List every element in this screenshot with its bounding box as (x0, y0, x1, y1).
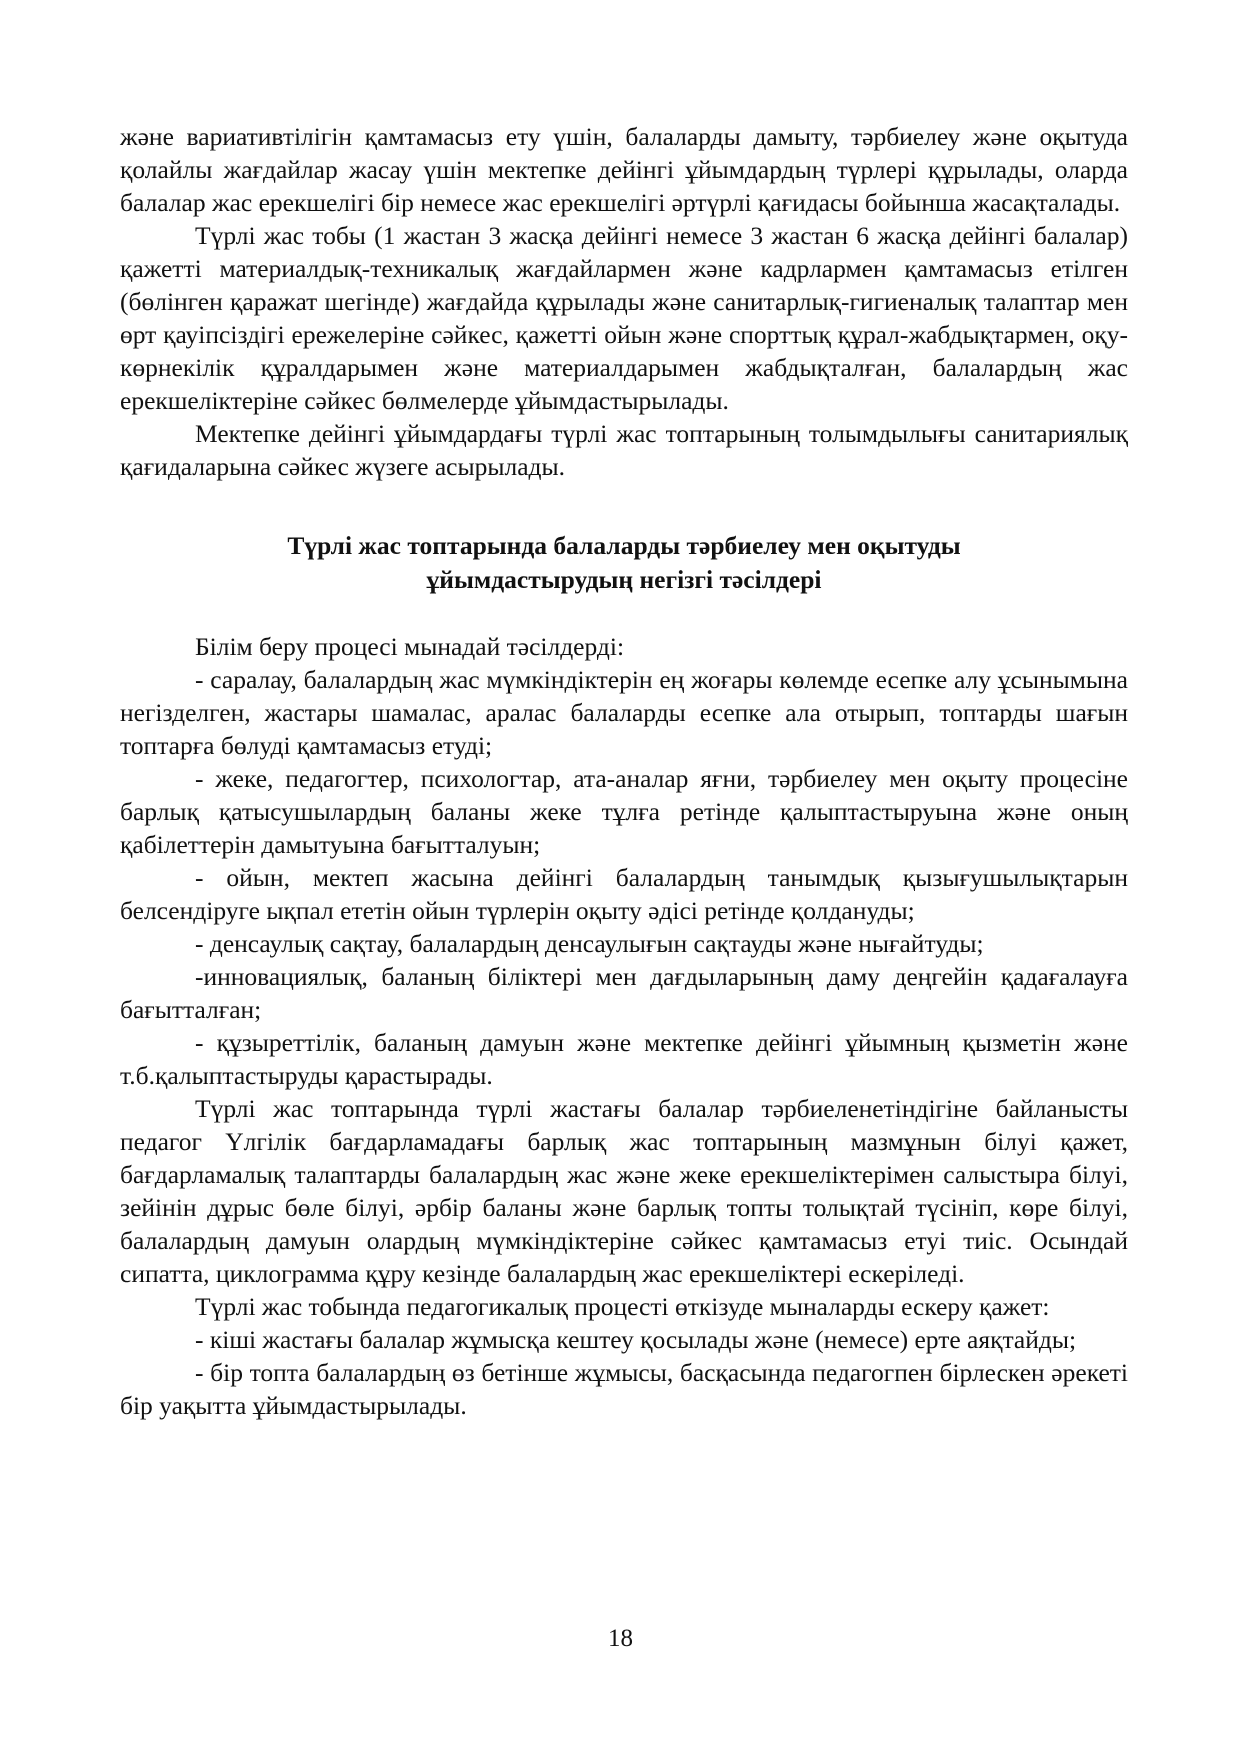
section-heading (120, 529, 1128, 597)
section-heading-line: Түрлі жас топтарында балаларды тәрбиелеу мен оқытуды (287, 531, 961, 560)
list-item: - бір топта балалардың өз бетінше жұмысы, басқасында педагогпен бірлескен әрекеті бір уақытта ұйымдастырылады. (120, 1358, 1128, 1420)
paragraph: және вариативтілігін қамтамасыз ету үшін, балаларды дамыту, тәрбиелеу және оқытуда қолайлы жағдайлар жасау үшін мектепке дейінгі ұйымдардың түрлері құрылады, оларда балалар жас ерекшелігі бір немесе жас ерекшелігі әртүрлі қағидасы бойынша жасақталады. (120, 122, 1128, 217)
paragraph: Түрлі жас топтарында түрлі жастағы балалар тәрбиеленетіндігіне байланысты педагог Үлгілік бағдарламадағы барлық жас топтарының мазмұнын білуі қажет, бағдарламалық талаптарды балалардың жас және жеке ерекшеліктерімен салыстыра білуі, зейінін дұрыс бөле білуі, әрбір баланы және барлық топты толықтай түсініп, көре білуі, балалардың дамуын олардың мүмкіндіктеріне сәйкес қамтамасыз етуі тиіс. Осындай сипатта, циклограмма құру кезінде балалардың жас ерекшеліктері ескеріледі. (120, 1094, 1128, 1288)
paragraph: Түрлі жас тобы (1 жастан 3 жасқа дейінгі немесе 3 жастан 6 жасқа дейінгі балалар) қажетті материалдық-техникалық жағдайлармен және кадрлармен қамтамасыз етілген (бөлінген қаражат шегінде) жағдайда құрылады және санитарлық-гигиеналық талаптар мен өрт қауіпсіздігі ережелеріне сәйкес, қажетті ойын және спорттық құрал-жабдықтармен, оқу-көрнекілік құралдарымен және материалдарымен жабдықталған, балалардың жас ерекшеліктеріне сәйкес бөлмелерде ұйымдастырылады. (120, 221, 1128, 415)
section-heading-line: ұйымдастырудың негізгі тәсілдері (426, 565, 822, 594)
list-item: - денсаулық сақтау, балалардың денсаулығын сақтауды және нығайтуды; (195, 929, 984, 958)
paragraph: Түрлі жас тобында педагогикалық процесті өткізуде мыналарды ескеру қажет: (195, 1292, 1050, 1321)
list-item: - саралау, балалардың жас мүмкіндіктерін ең жоғары көлемде есепке алу ұсынымына негізделген, жастары шамалас, аралас балаларды есепке ала отырып, топтарды шағын топтарға бөлуді қамтамасыз етуді; (120, 665, 1128, 760)
document-page (120, 120, 1128, 1422)
paragraph: Мектепке дейінгі ұйымдардағы түрлі жас топтарының толымдылығы санитариялық қағидаларына сәйкес жүзеге асырылады. (120, 419, 1128, 481)
list-item: - құзыреттілік, баланың дамуын және мектепке дейінгі ұйымның қызметін және т.б.қалыптастыруды қарастырады. (120, 1028, 1128, 1090)
list-item: -инновациялық, баланың біліктері мен дағдыларының даму деңгейін қадағалауға бағытталған; (120, 962, 1128, 1024)
list-item: - ойын, мектеп жасына дейінгі балалардың танымдық қызығушылықтарын белсендіруге ықпал ететін ойын түрлерін оқыту әдісі ретінде қолдануды; (120, 863, 1128, 925)
list-item: - жеке, педагогтер, психологтар, ата-аналар яғни, тәрбиелеу мен оқыту процесіне барлық қатысушылардың баланы жеке тұлға ретінде қалыптастыруына және оның қабілеттерін дамытуына бағытталуын; (120, 764, 1128, 859)
paragraph: Білім беру процесі мынадай тәсілдерді: (195, 632, 625, 661)
list-item: - кіші жастағы балалар жұмысқа кештеу қосылады және (немесе) ерте аяқтайды; (195, 1325, 1077, 1354)
page-number: 18 (608, 1625, 633, 1652)
